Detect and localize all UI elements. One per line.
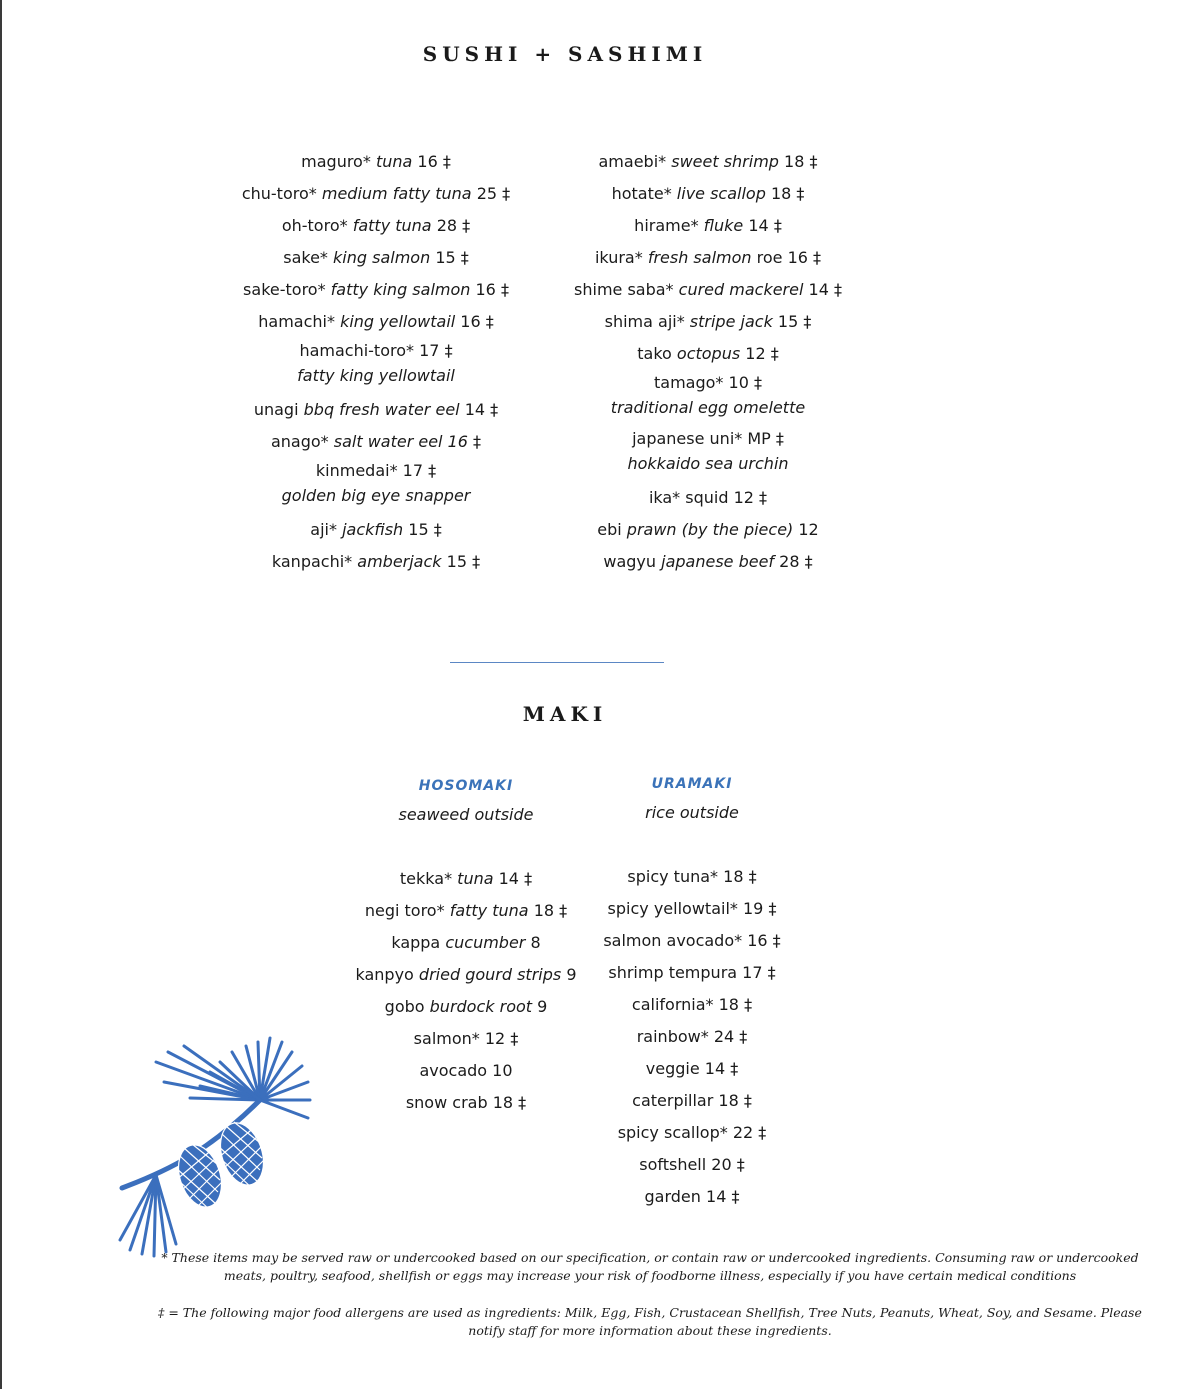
item-name: spicy scallop* bbox=[617, 1123, 728, 1142]
menu-item bbox=[508, 338, 908, 370]
uramaki-header bbox=[572, 770, 812, 828]
menu-item bbox=[508, 242, 908, 274]
allergen-mark: ‡ bbox=[485, 312, 494, 331]
item-price: 9 bbox=[537, 997, 548, 1016]
item-name: veggie bbox=[645, 1059, 700, 1078]
uramaki-subheading: rice outside bbox=[645, 803, 739, 822]
item-price: 12 bbox=[484, 1029, 506, 1048]
item-name: rainbow* bbox=[636, 1027, 709, 1046]
allergen-mark: ‡ bbox=[772, 931, 781, 950]
item-price: 22 bbox=[732, 1123, 754, 1142]
item-name: gobo bbox=[384, 997, 425, 1016]
item-name: amaebi* bbox=[598, 152, 667, 171]
item-name: tamago* bbox=[654, 373, 724, 392]
item-name: kinmedai* bbox=[315, 461, 398, 480]
menu-item bbox=[542, 1149, 842, 1181]
item-price: 10 bbox=[492, 1061, 513, 1080]
allergen-mark: ‡ bbox=[813, 248, 822, 267]
menu-item bbox=[508, 546, 908, 578]
item-name: caterpillar bbox=[632, 1091, 714, 1110]
item-name: salmon avocado* bbox=[603, 931, 743, 950]
item-description: fatty tuna bbox=[449, 901, 529, 920]
item-name: ikura* bbox=[594, 248, 643, 267]
allergen-mark: ‡ bbox=[804, 552, 813, 571]
menu-item bbox=[542, 861, 842, 893]
allergen-mark: ‡ bbox=[731, 1187, 740, 1206]
allergen-mark: ‡ bbox=[460, 248, 469, 267]
item-price: squid 12 bbox=[685, 488, 754, 507]
menu-item bbox=[542, 957, 842, 989]
item-description: fluke bbox=[703, 216, 744, 235]
item-price: 19 bbox=[742, 899, 764, 918]
item-price: 14 bbox=[706, 1187, 727, 1206]
menu-item bbox=[542, 1021, 842, 1053]
menu-item bbox=[508, 482, 908, 514]
item-price: 15 bbox=[777, 312, 799, 331]
item-description: amberjack bbox=[357, 552, 442, 571]
item-price: 16 bbox=[417, 152, 438, 171]
allergen-mark: ‡ bbox=[444, 341, 453, 360]
pine-branch-icon bbox=[110, 1030, 330, 1260]
allergen-mark: ‡ bbox=[809, 152, 818, 171]
menu-item bbox=[508, 514, 908, 546]
item-price: 18 bbox=[718, 995, 739, 1014]
item-subtitle: traditional egg omelette bbox=[610, 398, 806, 417]
item-price: 16 bbox=[747, 931, 768, 950]
item-description: bbq fresh water eel bbox=[303, 400, 460, 419]
item-price: 28 bbox=[436, 216, 458, 235]
item-price: 9 bbox=[566, 965, 577, 984]
item-name: japanese uni* bbox=[632, 429, 743, 448]
menu-item bbox=[508, 370, 908, 426]
item-subtitle: fatty king yellowtail bbox=[297, 366, 455, 385]
allergen-mark: ‡ bbox=[739, 1027, 748, 1046]
item-price: 14 bbox=[748, 216, 769, 235]
allergen-mark: ‡ bbox=[773, 216, 782, 235]
raw-food-warning: * These items may be served raw or undercooked based on our specification, or contain raw or undercooked ingredients. Consuming raw or undercooked meats, poultry, seafood, shellfish or eggs may increase your risk of foodborne illness, especially if you have certain medical conditions bbox=[161, 1250, 1139, 1283]
item-description: king salmon bbox=[333, 248, 431, 267]
item-name: avocado bbox=[419, 1061, 488, 1080]
allergen-mark: ‡ bbox=[510, 1029, 519, 1048]
item-name: california* bbox=[631, 995, 714, 1014]
menu-item bbox=[508, 178, 908, 210]
allergen-mark: ‡ bbox=[753, 373, 762, 392]
item-description: tuna bbox=[457, 869, 494, 888]
item-description: sweet shrimp bbox=[671, 152, 779, 171]
item-name: tekka* bbox=[399, 869, 453, 888]
item-name: kanpachi* bbox=[271, 552, 353, 571]
item-price: 15 bbox=[446, 552, 467, 571]
item-name: shime saba* bbox=[574, 280, 674, 299]
allergen-mark: ‡ bbox=[743, 1091, 752, 1110]
allergen-mark: ‡ bbox=[767, 963, 776, 982]
item-name: sake* bbox=[283, 248, 328, 267]
allergen-mark: ‡ bbox=[518, 1093, 527, 1112]
allergen-mark: ‡ bbox=[744, 995, 753, 1014]
allergen-mark: ‡ bbox=[768, 899, 777, 918]
item-price: 14 bbox=[704, 1059, 726, 1078]
hosomaki-header bbox=[346, 772, 586, 830]
item-name: spicy tuna* bbox=[627, 867, 719, 886]
maki-title: MAKI bbox=[522, 702, 608, 726]
item-name: aji* bbox=[310, 520, 337, 539]
item-price: 18 bbox=[718, 1091, 739, 1110]
item-description: cucumber bbox=[445, 933, 526, 952]
item-name: kanpyo bbox=[355, 965, 414, 984]
item-description: burdock root bbox=[429, 997, 533, 1016]
menu-item bbox=[542, 989, 842, 1021]
allergen-mark: ‡ bbox=[462, 216, 471, 235]
item-price: 17 bbox=[419, 341, 440, 360]
menu-item bbox=[508, 426, 908, 482]
item-name: negi toro* bbox=[364, 901, 445, 920]
item-description: fatty tuna bbox=[352, 216, 432, 235]
item-price: roe 16 bbox=[756, 248, 808, 267]
item-price: 18 bbox=[492, 1093, 514, 1112]
allergen-mark: ‡ bbox=[559, 901, 568, 920]
item-description: fatty king salmon bbox=[330, 280, 471, 299]
item-subtitle: hokkaido sea urchin bbox=[627, 454, 789, 473]
item-price: 18 bbox=[770, 184, 792, 203]
item-name: ebi bbox=[597, 520, 622, 539]
item-price: 20 bbox=[711, 1155, 732, 1174]
item-price: 15 bbox=[435, 248, 456, 267]
allergen-mark: ‡ bbox=[442, 152, 451, 171]
item-name: salmon* bbox=[413, 1029, 480, 1048]
item-name: tako bbox=[637, 344, 672, 363]
menu-item bbox=[542, 1085, 842, 1117]
allergen-mark: ‡ bbox=[748, 867, 757, 886]
item-name: shrimp tempura bbox=[608, 963, 738, 982]
item-price: 10 bbox=[728, 373, 749, 392]
item-name: hamachi-toro* bbox=[299, 341, 415, 360]
item-description: live scallop bbox=[676, 184, 766, 203]
item-description: stripe jack bbox=[689, 312, 773, 331]
allergen-mark: ‡ bbox=[490, 400, 499, 419]
item-name: maguro* bbox=[301, 152, 371, 171]
allergen-mark: ‡ bbox=[803, 312, 812, 331]
menu-item bbox=[508, 306, 908, 338]
item-price: 17 bbox=[742, 963, 763, 982]
uramaki-list bbox=[542, 861, 842, 1213]
item-price: 17 bbox=[402, 461, 424, 480]
item-subtitle: golden big eye snapper bbox=[281, 486, 471, 505]
menu-item bbox=[542, 1117, 842, 1149]
sushi-sashimi-title: SUSHI + SASHIMI bbox=[422, 42, 708, 66]
menu-item bbox=[542, 1053, 842, 1085]
item-name: unagi bbox=[253, 400, 299, 419]
item-name: chu-toro* bbox=[241, 184, 317, 203]
menu-item bbox=[542, 925, 842, 957]
item-name: hirame* bbox=[634, 216, 699, 235]
uramaki-heading: URAMAKI bbox=[651, 776, 733, 792]
item-name: garden bbox=[644, 1187, 701, 1206]
item-price: 15 bbox=[408, 520, 429, 539]
item-name: shima aji* bbox=[604, 312, 685, 331]
item-description: prawn (by the piece) bbox=[626, 520, 794, 539]
item-price: 18 bbox=[784, 152, 805, 171]
hosomaki-subheading: seaweed outside bbox=[398, 805, 534, 824]
allergen-mark: ‡ bbox=[524, 869, 533, 888]
item-name: hamachi* bbox=[258, 312, 335, 331]
menu-item bbox=[508, 146, 908, 178]
item-price: 12 bbox=[745, 344, 766, 363]
allergen-mark: ‡ bbox=[472, 552, 481, 571]
item-description: king yellowtail bbox=[340, 312, 456, 331]
allergen-mark: ‡ bbox=[730, 1059, 739, 1078]
item-description: salt water eel 16 bbox=[333, 432, 468, 451]
menu-item bbox=[542, 1181, 842, 1213]
item-description: cured mackerel bbox=[678, 280, 804, 299]
item-price: 8 bbox=[530, 933, 541, 952]
allergen-mark: ‡ bbox=[473, 432, 482, 451]
allergen-notice: ‡ = The following major food allergens are used as ingredients: Milk, Egg, Fish, Crustacean Shellfish, Tree Nuts, Peanuts, Wheat, Soy, and Sesame. Please notify staff for more information about these ingredients. bbox=[158, 1305, 1142, 1338]
item-description: dried gourd strips bbox=[418, 965, 562, 984]
menu-item bbox=[508, 274, 908, 306]
item-name: ika* bbox=[648, 488, 681, 507]
section-divider bbox=[450, 662, 664, 663]
allergen-mark: ‡ bbox=[428, 461, 437, 480]
item-description: medium fatty tuna bbox=[321, 184, 472, 203]
item-name: anago* bbox=[270, 432, 329, 451]
item-name: oh-toro* bbox=[281, 216, 348, 235]
allergen-mark: ‡ bbox=[502, 184, 511, 203]
menu-item bbox=[542, 893, 842, 925]
item-price: 14 bbox=[498, 869, 519, 888]
hosomaki-heading: HOSOMAKI bbox=[418, 778, 514, 794]
item-price: 18 bbox=[723, 867, 744, 886]
item-name: softshell bbox=[639, 1155, 707, 1174]
item-name: spicy yellowtail* bbox=[607, 899, 738, 918]
item-price: 14 bbox=[464, 400, 486, 419]
item-description: fresh salmon bbox=[647, 248, 752, 267]
item-name: wagyu bbox=[603, 552, 657, 571]
allergen-mark: ‡ bbox=[770, 344, 779, 363]
left-border bbox=[0, 0, 2, 1389]
item-price: 16 bbox=[475, 280, 496, 299]
allergen-mark: ‡ bbox=[759, 488, 768, 507]
allergen-mark: ‡ bbox=[758, 1123, 767, 1142]
allergen-mark: ‡ bbox=[775, 429, 784, 448]
item-description: japanese beef bbox=[661, 552, 775, 571]
item-price: 18 bbox=[533, 901, 555, 920]
item-name: snow crab bbox=[405, 1093, 488, 1112]
allergen-mark: ‡ bbox=[433, 520, 442, 539]
allergen-mark: ‡ bbox=[796, 184, 805, 203]
allergen-mark: ‡ bbox=[833, 280, 842, 299]
item-price: MP bbox=[747, 429, 771, 448]
menu-item bbox=[508, 210, 908, 242]
allergen-mark: ‡ bbox=[500, 280, 509, 299]
item-description: jackfish bbox=[342, 520, 404, 539]
item-description: tuna bbox=[375, 152, 413, 171]
item-name: hotate* bbox=[611, 184, 672, 203]
item-price: 16 bbox=[460, 312, 481, 331]
item-name: kappa bbox=[391, 933, 441, 952]
sushi-right-column bbox=[508, 146, 908, 578]
item-price: 28 bbox=[779, 552, 800, 571]
item-price: 24 bbox=[713, 1027, 735, 1046]
allergen-mark: ‡ bbox=[736, 1155, 745, 1174]
item-price: 12 bbox=[798, 520, 819, 539]
item-name: sake-toro* bbox=[243, 280, 326, 299]
item-description: octopus bbox=[676, 344, 741, 363]
item-price: 14 bbox=[808, 280, 829, 299]
item-price: 25 bbox=[476, 184, 498, 203]
